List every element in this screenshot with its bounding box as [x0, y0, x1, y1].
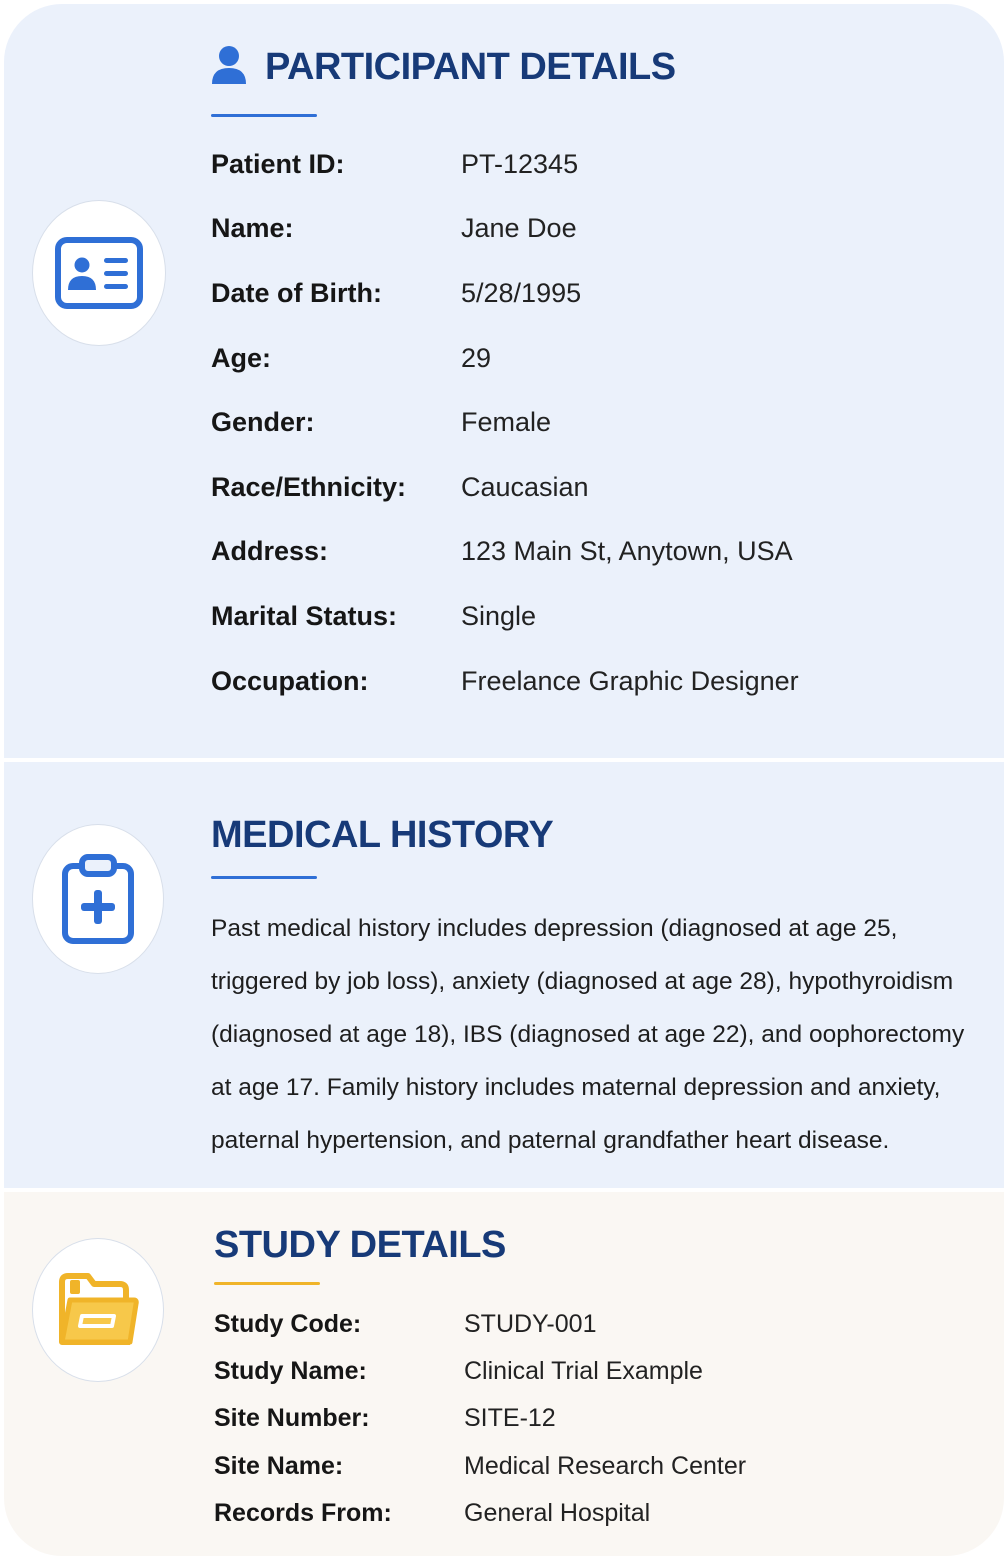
field-label: Site Number:	[214, 1404, 370, 1433]
medical-history-heading: MEDICAL HISTORY	[211, 814, 554, 856]
field-row	[211, 584, 799, 649]
folder-badge	[32, 1238, 164, 1382]
field-row	[211, 520, 799, 585]
field-row	[214, 1395, 746, 1442]
field-row	[211, 390, 799, 455]
field-value: Caucasian	[461, 471, 589, 502]
study-field-list	[214, 1301, 746, 1537]
field-row	[214, 1443, 746, 1490]
field-label: Occupation:	[211, 665, 369, 696]
clipboard-badge	[32, 824, 164, 974]
field-value: Female	[461, 407, 552, 438]
field-value: 123 Main St, Anytown, USA	[461, 536, 793, 567]
field-value: 5/28/1995	[461, 277, 582, 308]
field-value: Medical Research Center	[464, 1451, 747, 1480]
participant-details-section	[4, 4, 1004, 758]
field-label: Site Name:	[214, 1451, 344, 1480]
id-card-badge	[32, 200, 166, 346]
folder-icon	[56, 1272, 140, 1348]
clipboard-plus-icon	[60, 852, 136, 946]
person-icon	[211, 45, 247, 85]
participant-field-list	[211, 132, 799, 713]
field-value: 29	[461, 342, 492, 373]
medical-history-section	[4, 762, 1004, 1188]
heading-underline	[214, 1282, 320, 1285]
field-label: Address:	[211, 536, 329, 567]
field-row	[214, 1301, 746, 1348]
field-label: Study Code:	[214, 1310, 362, 1339]
field-row	[211, 132, 799, 197]
field-label: Name:	[211, 213, 294, 244]
id-card-icon	[54, 236, 144, 310]
field-row	[211, 197, 799, 262]
field-row	[211, 649, 799, 714]
field-value: Clinical Trial Example	[464, 1357, 703, 1386]
participant-record-card	[4, 4, 1004, 1556]
field-value: STUDY-001	[464, 1310, 597, 1339]
medical-history-text: Past medical history includes depression (diagnosed at age 25, triggered by job loss), anxiety (diagnosed at age 28), hypothyroidism (diagnosed at age 18), IBS (diagnosed at age 22), and oophorectomy at age 17. Family history includes maternal depression and anxiety, paternal hypertension, and paternal grandfather heart disease.	[211, 915, 965, 1154]
field-value: General Hospital	[464, 1498, 651, 1527]
field-label: Patient ID:	[211, 148, 345, 179]
field-value: SITE-12	[464, 1404, 556, 1433]
field-label: Age:	[211, 342, 271, 373]
field-row	[211, 455, 799, 520]
field-row	[214, 1348, 746, 1395]
study-details-section	[4, 1192, 1004, 1556]
field-row	[211, 261, 799, 326]
field-value: Jane Doe	[461, 213, 577, 244]
field-label: Race/Ethnicity:	[211, 471, 407, 502]
heading-underline	[211, 876, 317, 879]
field-row	[211, 326, 799, 391]
field-value: Freelance Graphic Designer	[461, 665, 799, 696]
field-value: Single	[461, 600, 537, 631]
participant-heading-text: PARTICIPANT DETAILS	[265, 46, 676, 88]
field-label: Records From:	[214, 1498, 392, 1527]
field-label: Gender:	[211, 407, 315, 438]
field-value: PT-12345	[461, 148, 579, 179]
study-details-heading: STUDY DETAILS	[214, 1224, 506, 1266]
participant-details-heading	[211, 46, 676, 89]
field-label: Marital Status:	[211, 600, 398, 631]
field-label: Study Name:	[214, 1357, 367, 1386]
heading-underline	[211, 114, 317, 117]
field-label: Date of Birth:	[211, 277, 382, 308]
field-row	[214, 1490, 746, 1537]
